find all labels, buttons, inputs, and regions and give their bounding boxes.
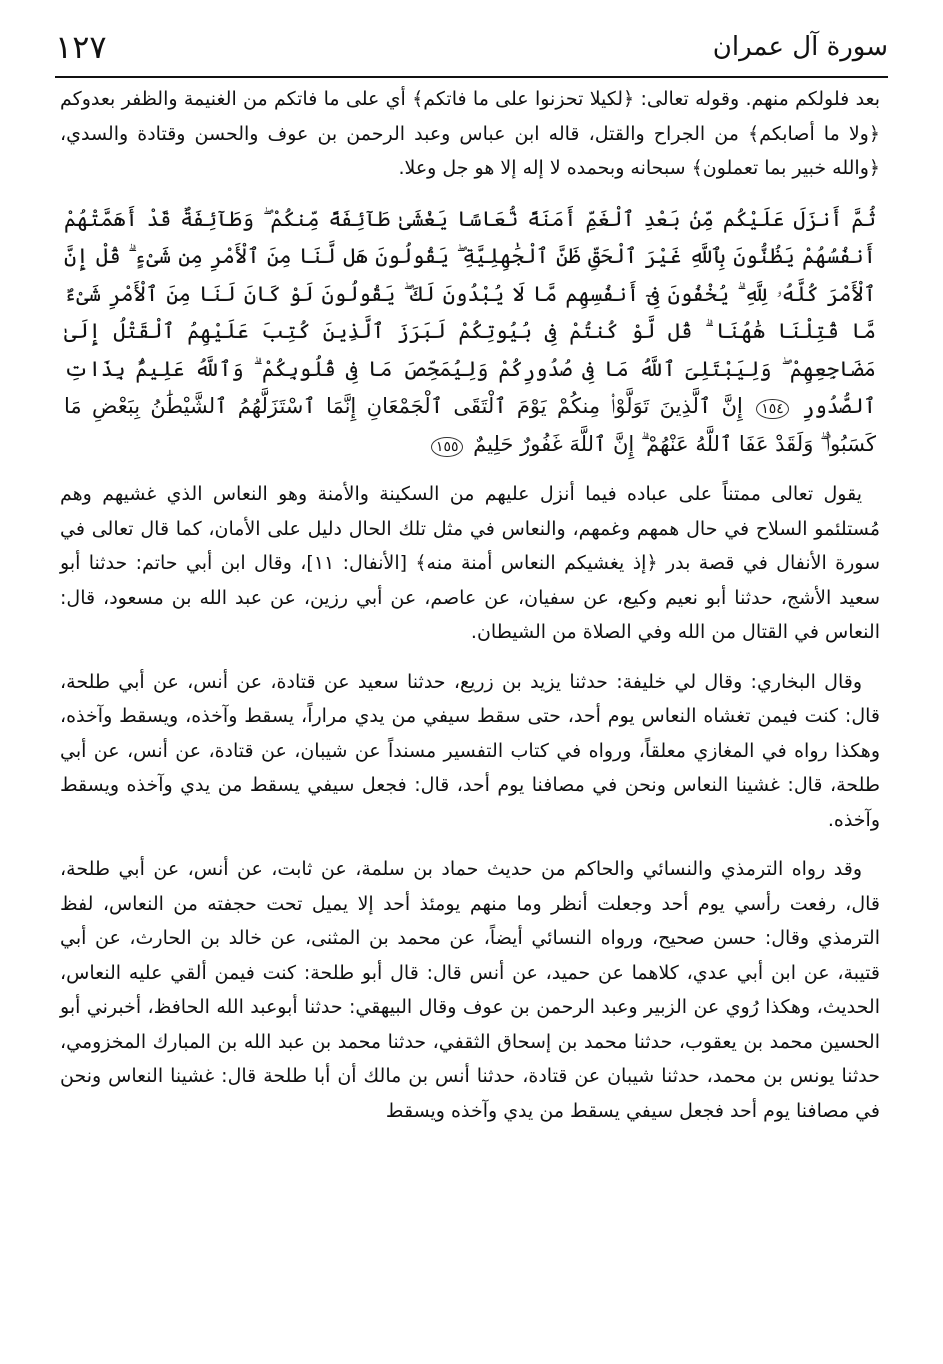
verse-text-154: ثُمَّ أَنزَلَ عَلَيْكُم مِّنۢ بَعْدِ ٱلْغَمِّ أَمَنَةً نُّعَاسًا يَغْشَىٰ طَآئِفَةً مِّنكُمْ ۖ وَطَآئِفَةٌ قَدْ أَهَمَّتْهُمْ أَنفُسُهُمْ يَظُنُّونَ بِٱللَّهِ غَيْرَ ٱلْحَقِّ ظَنَّ ٱلْجَٰهِلِيَّةِ ۖ يَقُولُونَ هَل لَّنَا مِنَ ٱلْأَمْرِ مِن شَىْءٍ ۗ قُلْ إِنَّ ٱلْأَمْرَ كُلَّهُۥ لِلَّهِ ۗ يُخْفُونَ فِىٓ أَنفُسِهِم مَّا لَا يُبْدُونَ لَكَ ۖ يَقُولُونَ لَوْ كَانَ لَنَا مِنَ ٱلْأَمْرِ شَىْءٌ مَّا قُتِلْنَا هَٰهُنَا ۗ قُل لَّوْ كُنتُمْ فِى بُيُوتِكُمْ لَبَرَزَ ٱلَّذِينَ كُتِبَ عَلَيْهِمُ ٱلْقَتْلُ إِلَىٰ مَضَاجِعِهِمْ ۖ وَلِيَبْتَلِىَ ٱللَّهُ مَا فِى صُدُورِكُمْ وَلِيُمَحِّصَ مَا فِى قُلُوبِكُمْ ۗ وَٱللَّهُ عَلِيمٌۢ بِذَاتِ ٱلصُّدُورِ — [64, 206, 876, 418]
page-body — [60, 82, 880, 1143]
commentary-paragraph: يقول تعالى ممتناً على عباده فيما أنزل عليهم من السكينة والأمنة وهو النعاس الذي غشيهم وهم مُستلئمو السلاح في حال همهم وغمهم، والنعاس في مثل تلك الحال دليل على الأمان، كما قال تعالى في سورة الأنفال في قصة بدر ﴿إذ يغشيكم النعاس أمنة منه﴾ [الأنفال: ١١]، وقال ابن أبي حاتم: حدثنا أبو سعيد الأشج، حدثنا أبو نعيم وكيع، عن سفيان، عن عاصم، عن أبي رزين، عن عبد الله بن مسعود، قال: النعاس في القتال من الله وفي الصلاة من الشيطان. — [60, 483, 880, 643]
page-number: ١٢٧ — [55, 28, 107, 66]
commentary-paragraph: وقال البخاري: وقال لي خليفة: حدثنا يزيد بن زريع، حدثنا سعيد عن قتادة، عن أنس، عن أبي طلحة، قال: كنت فيمن تغشاه النعاس يوم أحد، حتى سقط سيفي من يدي مراراً، يسقط وآخذه، ويسقط وآخذه، وهكذا رواه في المغازي معلقاً، ورواه في كتاب التفسير مسنداً عن شيبان، عن قتادة، عن أنس، عن أبي طلحة، قال: غشينا النعاس ونحن في مصافنا يوم أحد، قال: فجعل سيفي يسقط من يدي وآخذه ويسقط وآخذه. — [60, 670, 880, 831]
commentary-paragraph: وقد رواه الترمذي والنسائي والحاكم من حديث حماد بن سلمة، عن ثابت، عن أنس، عن أبي طلحة، قال، رفعت رأسي يوم أحد وجعلت أنظر وما منهم يومئذ أحد إلا يميل تحت حجفته من النعاس، لفظ الترمذي وقال: حسن صحيح، ورواه النسائي أيضاً، عن محمد بن المثنى، عن خالد بن الحارث، عن أبي قتيبة، عن ابن أبي عدي، كلاهما عن حميد، عن أنس قال: قال أبو طلحة: كنت فيمن ألقي عليه النعاس، الحديث، وهكذا رُوي عن الزبير وعبد الرحمن بن عوف وقال البيهقي: حدثنا أبوعبد الله الحافظ، أخبرني أبو الحسين محمد بن يعقوب، حدثنا محمد بن إسحاق الثقفي، حدثنا محمد بن عبد الله بن المبارك المخزومي، حدثنا يونس بن محمد، حدثنا شيبان عن قتادة، حدثنا أنس بن مالك أن أبا طلحة قال: غشينا النعاس ونحن في مصافنا يوم أحد فجعل سيفي يسقط من يدي وآخذه ويسقط — [60, 858, 880, 1122]
quran-verse-block — [60, 201, 880, 464]
intro-paragraph: بعد فلولكم منهم. وقوله تعالى: ﴿لكيلا تحزنوا على ما فاتكم﴾ أي على ما فاتكم من الغنيمة والظفر بعدوكم ﴿ولا ما أصابكم﴾ من الجراح والقتل، قاله ابن عباس وعبد الرحمن بن عوف والحسن وقتادة والسدي، ﴿والله خبير بما تعملون﴾ سبحانه وبحمده لا إله إلا هو جل وعلا. — [60, 88, 880, 179]
ayah-number-155: ١٥٥ — [431, 437, 464, 457]
page-header — [55, 28, 888, 78]
surah-title: سورة آل عمران — [712, 32, 888, 62]
ayah-number-154: ١٥٤ — [756, 399, 789, 419]
header-divider — [55, 76, 888, 78]
verse-text-155: إِنَّ ٱلَّذِينَ تَوَلَّوْا۟ مِنكُمْ يَوْمَ ٱلْتَقَى ٱلْجَمْعَانِ إِنَّمَا ٱسْتَزَلَّهُمُ ٱلشَّيْطَٰنُ بِبَعْضِ مَا كَسَبُوا۟ ۖ وَلَقَدْ عَفَا ٱللَّهُ عَنْهُمْ ۗ إِنَّ ٱللَّهَ غَفُورٌ حَلِيمٌ — [64, 394, 876, 456]
